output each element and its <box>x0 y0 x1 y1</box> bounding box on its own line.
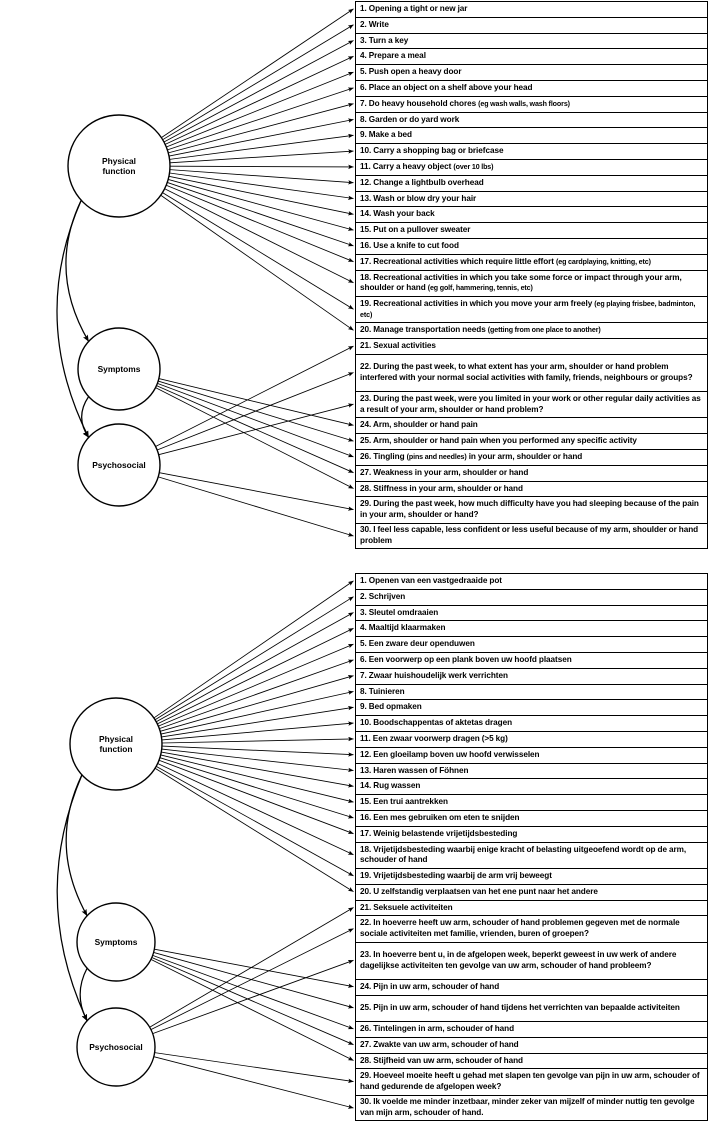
item-box <box>355 1037 708 1053</box>
loading-arrow-physical-item-4 <box>157 628 353 724</box>
factor-label-symptoms: Symptoms <box>97 364 141 374</box>
item-label: 15. Een trui aantrekken <box>360 797 448 807</box>
item-box <box>355 794 708 810</box>
item-label: 3. Sleutel omdraaien <box>360 607 439 617</box>
loading-arrow-physical-item-19 <box>156 766 353 876</box>
item-box <box>355 354 708 391</box>
item-box <box>355 433 708 449</box>
item-box <box>355 1021 708 1037</box>
item-label: 30. Ik voelde me minder inzetbaar, minder zeker van mijzelf of minder nuttig ten gevolge van mijn arm, schouder of hand. <box>360 1097 695 1117</box>
item-label: 17. Weinig belastende vrijetijdsbesteding <box>360 828 518 838</box>
item-box <box>355 48 708 64</box>
loading-arrow-physical-item-5 <box>158 644 353 726</box>
item-box <box>355 605 708 621</box>
item-label: 6. Een voorwerp op een plank boven uw hoofd plaatsen <box>360 655 572 665</box>
loading-arrow-physical-item-11 <box>170 166 354 167</box>
loading-arrow-psychosocial-item-30 <box>154 1057 354 1108</box>
item-label: 28. Stiffness in your arm, shoulder or hand <box>360 483 523 493</box>
loading-arrow-physical-item-18 <box>165 189 354 283</box>
loading-arrow-physical-item-9 <box>170 135 354 159</box>
item-label-parenthetical: (pins and needles) <box>406 453 467 461</box>
item-box <box>355 995 708 1021</box>
item-label: 18. Recreational activities in which you take some force or impact through your arm, shoulder or hand (eg golf, hammering, tennis, etc) <box>360 272 682 293</box>
covariance-arrow-symptoms-psychosocial <box>80 968 87 1021</box>
item-label: 2. Schrijven <box>360 591 406 601</box>
item-label: 2. Write <box>360 19 389 29</box>
loading-arrow-physical-item-4 <box>165 56 353 144</box>
item-label: 16. Use a knife to cut food <box>360 241 459 251</box>
item-label: 24. Pijn in uw arm, schouder of hand <box>360 981 500 991</box>
loading-arrow-physical-item-14 <box>161 752 353 786</box>
loading-arrow-physical-item-12 <box>170 170 354 183</box>
item-label: 23. During the past week, were you limited in your work or other regular daily activities as a result of your arm, shoulder or hand problem? <box>360 394 701 414</box>
item-label: 13. Haren wassen of Föhnen <box>360 765 469 775</box>
loading-arrow-physical-item-13 <box>170 173 354 199</box>
loading-arrow-physical-item-2 <box>155 597 353 720</box>
item-box <box>355 826 708 842</box>
loading-arrow-physical-item-7 <box>168 104 353 153</box>
item-box <box>355 338 708 354</box>
factor-label-physical: Physical function <box>99 734 133 754</box>
covariance-arrow-symptoms-psychosocial <box>82 396 89 437</box>
item-box <box>355 449 708 465</box>
item-label: 28. Stijfheid van uw arm, schouder of hand <box>360 1055 524 1065</box>
item-box <box>355 636 708 652</box>
loading-arrow-physical-item-17 <box>166 185 353 261</box>
item-label: 9. Make a bed <box>360 130 412 140</box>
item-box <box>355 731 708 747</box>
item-label: 5. Push open a heavy door <box>360 67 462 77</box>
loading-arrow-physical-item-6 <box>167 88 353 150</box>
item-label: 10. Carry a shopping bag or briefcase <box>360 146 504 156</box>
factor-label-symptoms: Symptoms <box>94 937 138 947</box>
factor-label-psychosocial: Psychosocial <box>92 460 146 470</box>
loading-arrow-physical-item-17 <box>159 760 353 833</box>
item-box <box>355 296 708 322</box>
item-label: 5. Een zware deur openduwen <box>360 639 475 649</box>
item-label: 22. During the past week, to what extent has your arm, shoulder or hand problem interfered with your normal social activities with family, friends, neighbours or groups? <box>360 362 693 382</box>
item-label: 1. Openen van een vastgedraaide pot <box>360 576 502 586</box>
loading-arrow-psychosocial-item-21 <box>156 346 354 446</box>
item-box <box>355 417 708 433</box>
item-label: 4. Prepare a meal <box>360 51 426 61</box>
loading-arrow-physical-item-10 <box>170 151 354 163</box>
item-box <box>355 778 708 794</box>
loading-arrow-physical-item-5 <box>166 72 353 147</box>
item-label: 22. In hoeverre heeft uw arm, schouder of hand problemen gegeven met de normale sociale activiteiten met familie, vrienden, buren of groepen? <box>360 918 680 939</box>
item-label: 1. Opening a tight or new jar <box>360 4 468 14</box>
loading-arrow-symptoms-item-26 <box>157 383 353 457</box>
item-box <box>355 589 708 605</box>
item-box <box>355 668 708 684</box>
item-box <box>355 127 708 143</box>
item-box <box>355 900 708 916</box>
item-box <box>355 523 708 549</box>
item-box <box>355 112 708 128</box>
factor-label-psychosocial: Psychosocial <box>89 1042 143 1052</box>
item-label: 24. Arm, shoulder or hand pain <box>360 420 478 430</box>
covariance-arrow-physical-symptoms <box>66 200 89 341</box>
loading-arrow-physical-item-1 <box>154 581 354 718</box>
covariance-arrow-physical-psychosocial <box>57 775 87 1021</box>
loading-arrow-psychosocial-item-22 <box>151 929 354 1030</box>
item-box <box>355 143 708 159</box>
item-label: 19. Vrijetijdsbesteding waarbij de arm vrij beweegt <box>360 871 552 881</box>
loading-arrow-physical-item-19 <box>163 193 354 310</box>
item-box <box>355 652 708 668</box>
item-box <box>355 80 708 96</box>
item-box <box>355 942 708 979</box>
loading-arrow-physical-item-14 <box>169 176 354 214</box>
item-box <box>355 684 708 700</box>
item-box <box>355 270 708 296</box>
item-label: 8. Garden or do yard work <box>360 114 460 124</box>
item-list-dutch <box>355 573 708 1121</box>
item-label: 15. Put on a pullover sweater <box>360 225 471 235</box>
item-box <box>355 1095 708 1121</box>
item-box <box>355 206 708 222</box>
item-label: 20. Manage transportation needs (getting from one place to another) <box>360 325 601 335</box>
loading-arrow-physical-item-20 <box>161 195 354 330</box>
item-box <box>355 868 708 884</box>
item-label-parenthetical: (over 10 lbs) <box>453 163 494 172</box>
loading-arrow-symptoms-item-28 <box>156 388 354 489</box>
item-box <box>355 620 708 636</box>
loading-arrow-symptoms-item-28 <box>151 959 354 1060</box>
item-label: 7. Zwaar huishoudelijk werk verrichten <box>360 670 508 680</box>
loading-arrow-psychosocial-item-29 <box>155 1053 354 1082</box>
item-label: 25. Pijn in uw arm, schouder of hand tijdens het verrichten van bepaalde activiteiten <box>360 1002 680 1012</box>
loading-arrow-symptoms-item-25 <box>154 952 354 1007</box>
item-label: 27. Weakness in your arm, shoulder or hand <box>360 467 529 477</box>
item-box <box>355 191 708 207</box>
loading-arrow-physical-item-1 <box>161 9 353 138</box>
item-label: 19. Recreational activities in which you move your arm freely (eg playing frisbee, badminton, etc) <box>360 299 696 319</box>
item-label: 20. U zelfstandig verplaatsen van het ene punt naar het andere <box>360 886 598 896</box>
loading-arrow-physical-item-8 <box>169 120 353 157</box>
item-box <box>355 915 708 941</box>
item-label: 27. Zwakte van uw arm, schouder of hand <box>360 1039 519 1049</box>
item-label: 14. Rug wassen <box>360 781 421 791</box>
loading-arrow-psychosocial-item-29 <box>159 473 353 510</box>
item-box <box>355 391 708 417</box>
loading-arrow-physical-item-16 <box>160 758 354 818</box>
loading-arrow-physical-item-10 <box>162 723 354 740</box>
item-label: 23. In hoeverre bent u, in de afgelopen week, beperkt geweest in uw werk of andere dagelijkse activiteiten ten gevolge van uw arm, schouder of hand probleem? <box>360 950 677 970</box>
loading-arrow-symptoms-item-24 <box>159 379 354 426</box>
item-label: 12. Een gloeilamp boven uw hoofd verwisselen <box>360 749 540 759</box>
item-label: 26. Tintelingen in arm, schouder of hand <box>360 1024 515 1033</box>
item-label: 26. Tingling (pins and needles) in your arm, shoulder or hand <box>360 452 583 461</box>
item-box <box>355 481 708 497</box>
item-label-parenthetical: (eg playing frisbee, badminton, etc) <box>360 300 696 319</box>
item-box <box>355 33 708 49</box>
covariance-arrow-physical-symptoms <box>66 775 87 916</box>
item-label: 29. During the past week, how much difficulty have you had sleeping because of the pain in your arm, shoulder or hand? <box>360 499 699 519</box>
item-box <box>355 747 708 763</box>
item-label: 11. Carry a heavy object (over 10 lbs) <box>360 162 494 172</box>
item-label: 4. Maaltijd klaarmaken <box>360 623 446 633</box>
item-label: 14. Wash your back <box>360 209 435 219</box>
item-box <box>355 465 708 481</box>
item-label: 3. Turn a key <box>360 35 409 45</box>
item-box <box>355 96 708 112</box>
loading-arrow-physical-item-12 <box>162 746 354 755</box>
item-box <box>355 1053 708 1069</box>
item-box <box>355 254 708 270</box>
item-box <box>355 842 708 868</box>
item-label: 8. Tuinieren <box>360 686 405 696</box>
item-box <box>355 699 708 715</box>
loading-arrow-psychosocial-item-23 <box>159 404 354 455</box>
item-box <box>355 763 708 779</box>
item-label-parenthetical: (eg wash walls, wash floors) <box>478 99 570 108</box>
item-label: 13. Wash or blow dry your hair <box>360 193 477 203</box>
item-label: 11. Een zwaar voorwerp dragen (>5 kg) <box>360 734 508 744</box>
item-box <box>355 979 708 995</box>
loading-arrow-physical-item-2 <box>163 25 354 140</box>
loading-arrow-physical-item-3 <box>164 41 354 142</box>
loading-arrow-symptoms-item-27 <box>157 386 354 473</box>
item-label: 17. Recreational activities which require little effort (eg cardplaying, knitting, etc) <box>360 256 651 266</box>
item-label-parenthetical: (eg cardplaying, knitting, etc) <box>556 257 651 266</box>
loading-arrow-symptoms-item-24 <box>154 949 353 986</box>
item-box <box>355 64 708 80</box>
item-label: 7. Do heavy household chores (eg wash walls, wash floors) <box>360 98 570 108</box>
item-box <box>355 1 708 17</box>
item-label: 30. I feel less capable, less confident or less useful because of my arm, shoulder or hand problem <box>360 525 699 545</box>
item-box <box>355 496 708 522</box>
item-label-suffix: in your arm, shoulder or hand <box>466 452 583 461</box>
item-label-parenthetical: (eg golf, hammering, tennis, etc) <box>427 284 533 293</box>
loading-arrow-physical-item-9 <box>161 707 353 737</box>
item-label: 21. Seksuele activiteiten <box>360 902 453 912</box>
item-box <box>355 810 708 826</box>
item-label-parenthetical: (getting from one place to another) <box>487 326 601 335</box>
item-label: 9. Bed opmaken <box>360 702 422 712</box>
loading-arrow-physical-item-3 <box>156 613 353 722</box>
item-label: 10. Boodschappentas of aktetas dragen <box>360 718 513 728</box>
item-box <box>355 884 708 900</box>
covariance-arrow-physical-psychosocial <box>57 200 89 437</box>
item-label: 6. Place an object on a shelf above your head <box>360 83 533 93</box>
item-box <box>355 222 708 238</box>
item-box <box>355 322 708 338</box>
item-box <box>355 238 708 254</box>
item-box <box>355 573 708 589</box>
item-label: 18. Vrijetijdsbesteding waarbij enige kracht of belasting uitgeoefend wordt op de arm, schouder of hand <box>360 844 687 865</box>
item-box <box>355 1068 708 1094</box>
cfa-diagram-dutch <box>0 572 709 1127</box>
item-label: 12. Change a lightbulb overhead <box>360 177 484 187</box>
item-box <box>355 175 708 191</box>
item-label: 25. Arm, shoulder or hand pain when you performed any specific activity <box>360 436 637 446</box>
item-box <box>355 715 708 731</box>
loading-arrow-psychosocial-item-30 <box>158 477 353 536</box>
item-label: 16. Een mes gebruiken om eten te snijden <box>360 813 520 823</box>
item-label: 21. Sexual activities <box>360 341 436 351</box>
item-list-english <box>355 1 708 549</box>
loading-arrow-symptoms-item-27 <box>152 957 354 1044</box>
factor-label-physical: Physical function <box>102 156 136 176</box>
loading-arrow-physical-item-11 <box>162 739 354 743</box>
item-label: 29. Hoeveel moeite heeft u gehad met slapen ten gevolge van pijn in uw arm, schouder of hand gedurende de afgelopen week? <box>360 1071 700 1091</box>
item-box <box>355 159 708 175</box>
item-box <box>355 17 708 33</box>
